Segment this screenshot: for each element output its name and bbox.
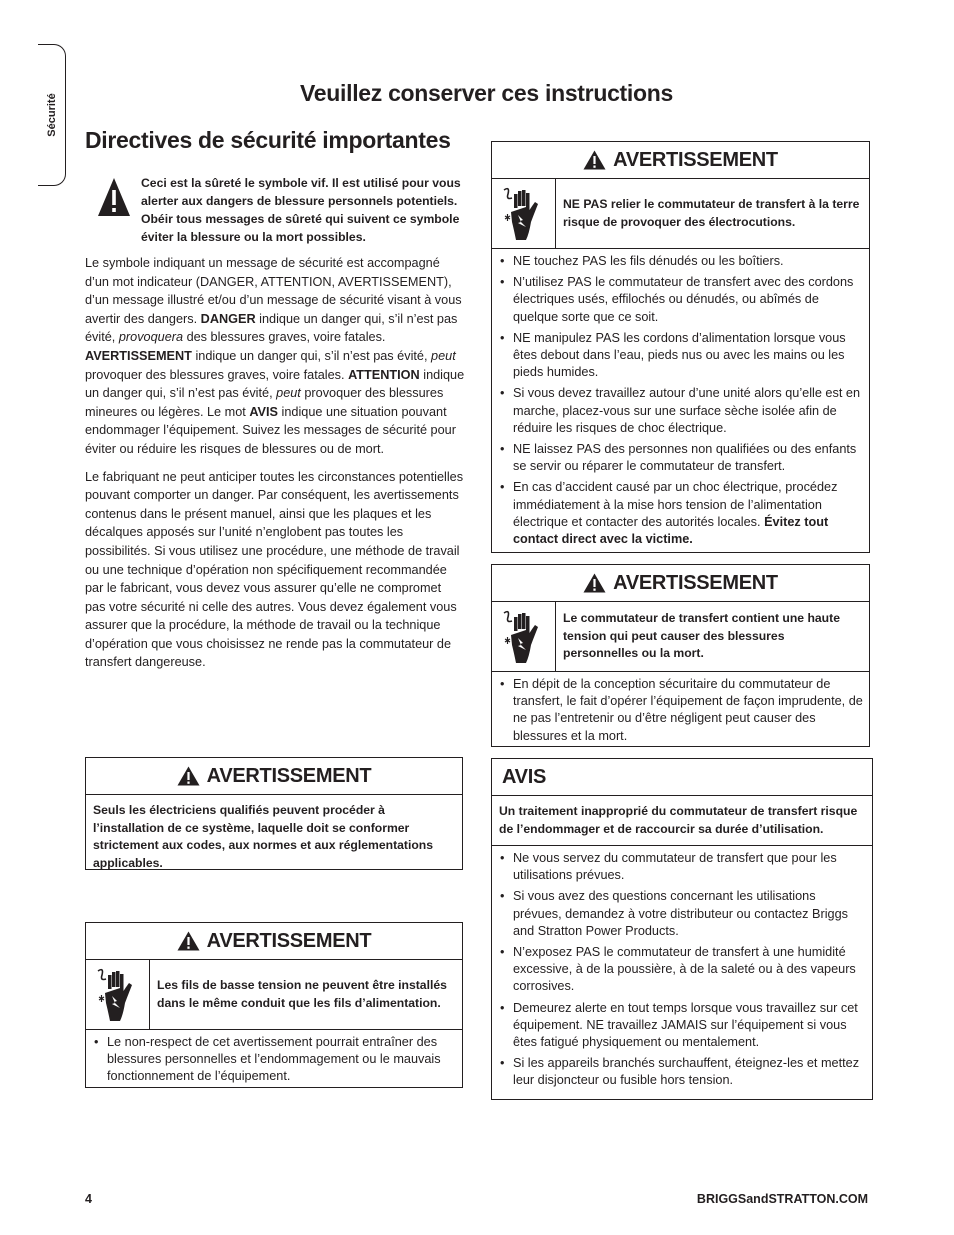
side-tab-label: Sécurité (45, 93, 58, 137)
website-link[interactable]: BRIGGSandSTRATTON.COM (696, 1192, 868, 1206)
list-item: • Si vous devez travaillez autour d’une unité alors qu’elle est en marche, placez-vous sur une surface sèche isolée afin de réduire les risques de choc électrique. (513, 385, 863, 437)
warning-triangle-icon (583, 150, 606, 170)
warning-triangle-icon (177, 931, 200, 951)
warning-box-text: Seuls les électriciens qualifiés peuvent procéder à l’installation de ce système, laquelle doit se conformer strictement aux codes, aux normes et aux réglementations applicables. (93, 803, 434, 870)
list-item: • NE laissez PAS des personnes non qualifiées ou des enfants se servir ou réparer le commutateur de transfert. (513, 441, 863, 475)
hazard-row (86, 960, 462, 1030)
section-title: Directives de sécurité importantes (85, 127, 451, 153)
list-item: • N’utilisez PAS le commutateur de transfert avec des cordons électriques usés, effilochés ou dénudés, ou abîmés de quelque sorte que ce soit. (513, 274, 863, 326)
warning-bullet-list (492, 249, 869, 552)
notice-box-text: Un traitement inapproprié du commutateur de transfert risque de l’endommager et de raccourcir sa durée d’utilisation. (492, 796, 872, 846)
warning-box-heading: AVERTISSEMENT (492, 565, 869, 602)
list-item: • Le non-respect de cet avertissement pourrait entraîner des blessures personnelles et l’endommagement ou le mauvais fonctionnement de l’équipement. (107, 1034, 456, 1086)
safety-alert-text: Ceci est la sûreté le symbole vif. Il est utilisé pour vous alerter aux dangers de blessure personnels potentiels. Obéir tous messages de sûreté qui suivent ce symbole éviter la blessure ou la mort possibles. (141, 176, 461, 244)
notice-bullet-list (492, 846, 872, 1094)
list-item: • Si les appareils branchés surchauffent, éteignez-les et mettez leur disjoncteur ou fusible hors tension. (513, 1055, 866, 1089)
list-item: • N’exposez PAS le commutateur de transfert à une humidité excessive, à de la poussière, à de la saleté ou à des vapeurs corrosives. (513, 944, 866, 996)
intro-paragraph-2: Le fabriquant ne peut anticiper toutes les circonstances potentielles pouvant comporter un danger. Par conséquent, les avertissements contenus dans le présent manuel, ainsi que les plaques et les décalques apposés sur l’unité n’englobent pas toutes les possibilités. Si vous utilisez une procédure, une méthode de travail ou une technique d’opération non spécifiquement recommandée par le fabricant, vous devez vous assurer qu’elle ne compromet pas votre sécurité ni celle des autres. Vous devez également vous assurer que la procédure, la méthode de travail ou la technique d’opération que vous choisissez ne rende pas la commutateur de transfert dangereuse. (85, 469, 464, 670)
electric-shock-hand-icon (492, 602, 556, 671)
section-side-tab (38, 44, 66, 186)
hazard-row (492, 602, 869, 672)
list-item: • NE manipulez PAS les cordons d’alimentation lorsque vous êtes debout dans l’eau, pieds nus ou avec les mains ou les pieds humides. (513, 330, 863, 382)
warning-box-heading: AVERTISSEMENT (86, 923, 462, 960)
intro-column (85, 174, 465, 672)
notice-box-avis (491, 758, 873, 1100)
warning-box-high-voltage (491, 564, 870, 747)
hazard-row (492, 179, 869, 249)
warning-box-heading: AVERTISSEMENT (86, 758, 462, 795)
notice-box-heading: AVIS (492, 759, 872, 796)
safety-alert-row (85, 174, 465, 246)
page-number: 4 (85, 1192, 92, 1206)
warning-box-qualified-electricians (85, 757, 463, 870)
list-item: • NE touchez PAS les fils dénudés ou les boîtiers. (513, 253, 863, 270)
hazard-text: NE PAS relier le commutateur de transfert à la terre risque de provoquer des électrocutions. (563, 197, 860, 229)
warning-bullet-list (86, 1030, 462, 1090)
page-title: Veuillez conserver ces instructions (300, 80, 673, 106)
list-item: • Demeurez alerte en tout temps lorsque vous travaillez sur cet équipement. NE travaillez JAMAIS sur l’équipement si vous êtes fatigué physiquement ou mentalement. (513, 1000, 866, 1052)
warning-triangle-icon (97, 177, 131, 217)
list-item: • Si vous avez des questions concernant les utilisations prévues, demandez à votre distributeur ou contactez Briggs and Stratton Power Products. (513, 888, 866, 940)
hazard-text: Le commutateur de transfert contient une haute tension qui peut causer des blessures personnelles ou la mort. (563, 611, 840, 661)
warning-box-low-voltage-wires (85, 922, 463, 1088)
electric-shock-hand-icon (86, 960, 150, 1029)
warning-bullet-list (492, 672, 869, 749)
list-item: • En dépit de la conception sécuritaire du commutateur de transfert, le fait d’opérer l’équipement de façon imprudente, de ne pas l’entretenir ou d’être négligent peut causer des blessures et la mort. (513, 676, 863, 745)
list-item: • En cas d’accident causé par un choc électrique, procédez immédiatement à la mise hors tension de l’alimentation électrique et contacter des autorités locales. Évitez tout contact direct avec la victime. (513, 479, 863, 548)
warning-box-grounding (491, 141, 870, 553)
hazard-text: Les fils de basse tension ne peuvent être installés dans le même conduit que les fils d’alimentation. (157, 978, 447, 1010)
intro-paragraph-1: Le symbole indiquant un message de sécurité est accompagné d’un mot indicateur (DANGER, ATTENTION, AVERTISSEMENT), d’un message illustré et/ou d’un message de sécurité visant à vous avertir des dangers. DANGER indique un danger qui, s’il n’est pas évité, provoquera des blessures graves, voire fatales. AVERTISSEMENT indique un danger qui, s’il n’est pas évité, peut provoquer des blessures graves, voire fatales. ATTENTION indique un danger qui, s’il n’est pas évité, peut provoquer des blessures mineures ou légères. Le mot AVIS indique une situation pouvant endommager l’équipement. Suivez les messages de sécurité pour éviter ou réduire les risques de blessures ou de mort. (85, 256, 465, 456)
warning-box-heading: AVERTISSEMENT (492, 142, 869, 179)
electric-shock-hand-icon (492, 179, 556, 248)
warning-triangle-icon (583, 573, 606, 593)
list-item: • Ne vous servez du commutateur de transfert que pour les utilisations prévues. (513, 850, 866, 884)
warning-triangle-icon (177, 766, 200, 786)
